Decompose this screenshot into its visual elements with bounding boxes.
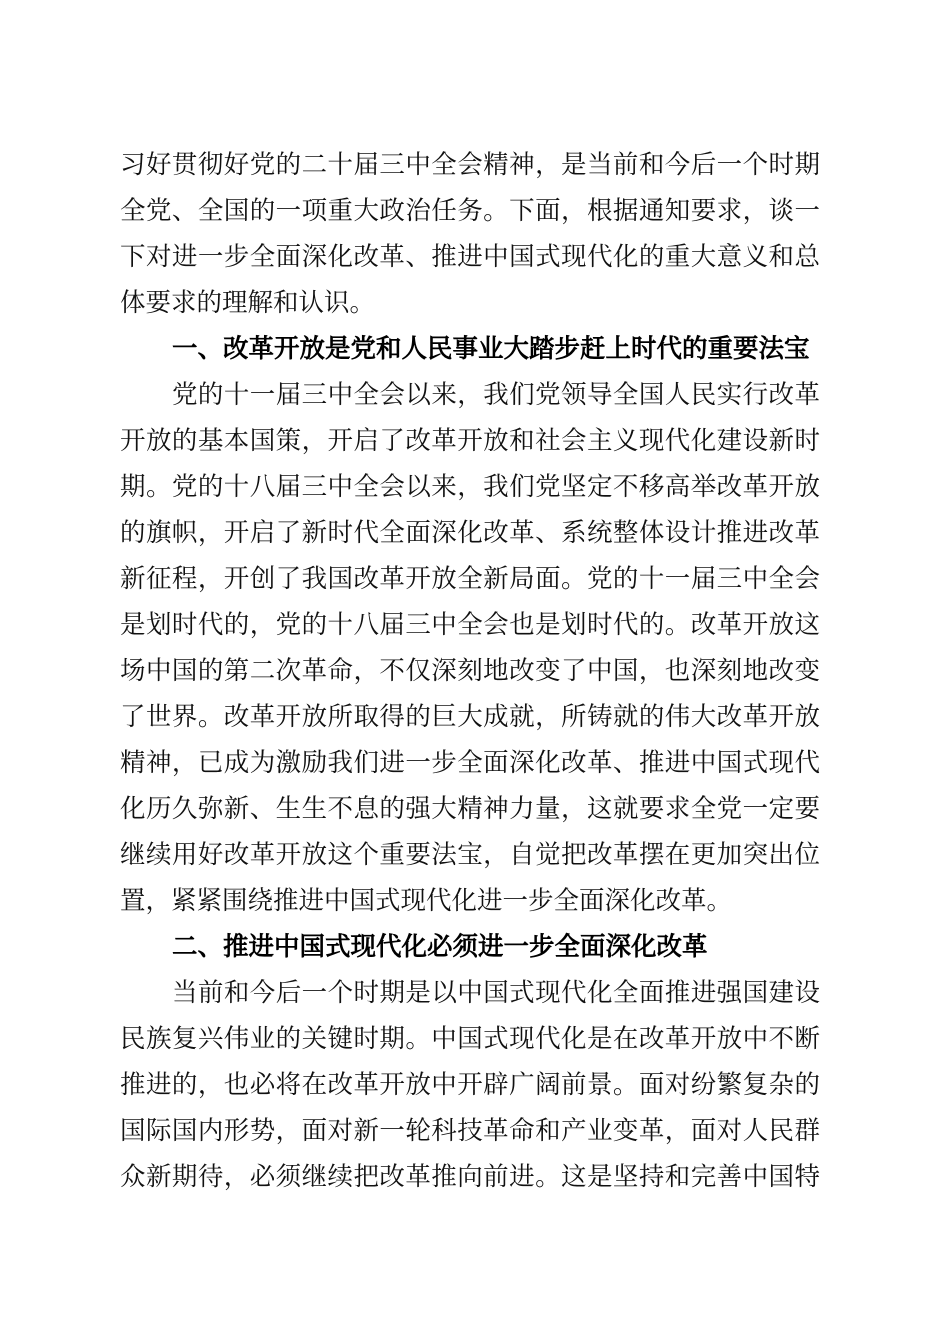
section-2-paragraph <box>120 970 820 1200</box>
text-line: 体要求的理解和认识。 <box>120 288 376 318</box>
text-line: 精神，已成为激励我们进一步全面深化改革、推进中国式现代 <box>120 748 820 778</box>
text-line: 的旗帜，开启了新时代全面深化改革、系统整体设计推进改革 <box>120 518 820 548</box>
text-line: 党的十一届三中全会以来，我们党领导全国人民实行改革 <box>172 380 820 410</box>
text-line: 新征程，开创了我国改革开放全新局面。党的十一届三中全会 <box>120 564 820 594</box>
section-heading-1: 一、改革开放是党和人民事业大踏步赶上时代的重要法宝 <box>172 334 810 364</box>
text-line: 继续用好改革开放这个重要法宝，自觉把改革摆在更加突出位 <box>120 840 820 870</box>
text-line: 当前和今后一个时期是以中国式现代化全面推进强国建设 <box>172 978 820 1008</box>
text-line: 众新期待，必须继续把改革推向前进。这是坚持和完善中国特 <box>120 1162 820 1192</box>
text-line: 下对进一步全面深化改革、推进中国式现代化的重大意义和总 <box>120 242 820 272</box>
text-line: 期。党的十八届三中全会以来，我们党坚定不移高举改革开放 <box>120 472 820 502</box>
text-line: 化历久弥新、生生不息的强大精神力量，这就要求全党一定要 <box>120 794 820 824</box>
section-1-paragraph <box>120 372 820 924</box>
text-line: 置，紧紧围绕推进中国式现代化进一步全面深化改革。 <box>120 886 733 916</box>
text-line: 开放的基本国策，开启了改革开放和社会主义现代化建设新时 <box>120 426 820 456</box>
section-heading-2: 二、推进中国式现代化必须进一步全面深化改革 <box>172 932 708 962</box>
document-body <box>120 142 820 1200</box>
text-line: 场中国的第二次革命，不仅深刻地改变了中国，也深刻地改变 <box>120 656 820 686</box>
text-line: 是划时代的，党的十八届三中全会也是划时代的。改革开放这 <box>120 610 820 640</box>
text-line: 民族复兴伟业的关键时期。中国式现代化是在改革开放中不断 <box>120 1024 820 1054</box>
intro-paragraph <box>120 142 820 326</box>
text-line: 全党、全国的一项重大政治任务。下面，根据通知要求，谈一 <box>120 196 820 226</box>
text-line: 习好贯彻好党的二十届三中全会精神，是当前和今后一个时期 <box>120 150 820 180</box>
text-line: 了世界。改革开放所取得的巨大成就，所铸就的伟大改革开放 <box>120 702 820 732</box>
text-line: 国际国内形势，面对新一轮科技革命和产业变革，面对人民群 <box>120 1116 820 1146</box>
text-line: 推进的，也必将在改革开放中开辟广阔前景。面对纷繁复杂的 <box>120 1070 820 1100</box>
